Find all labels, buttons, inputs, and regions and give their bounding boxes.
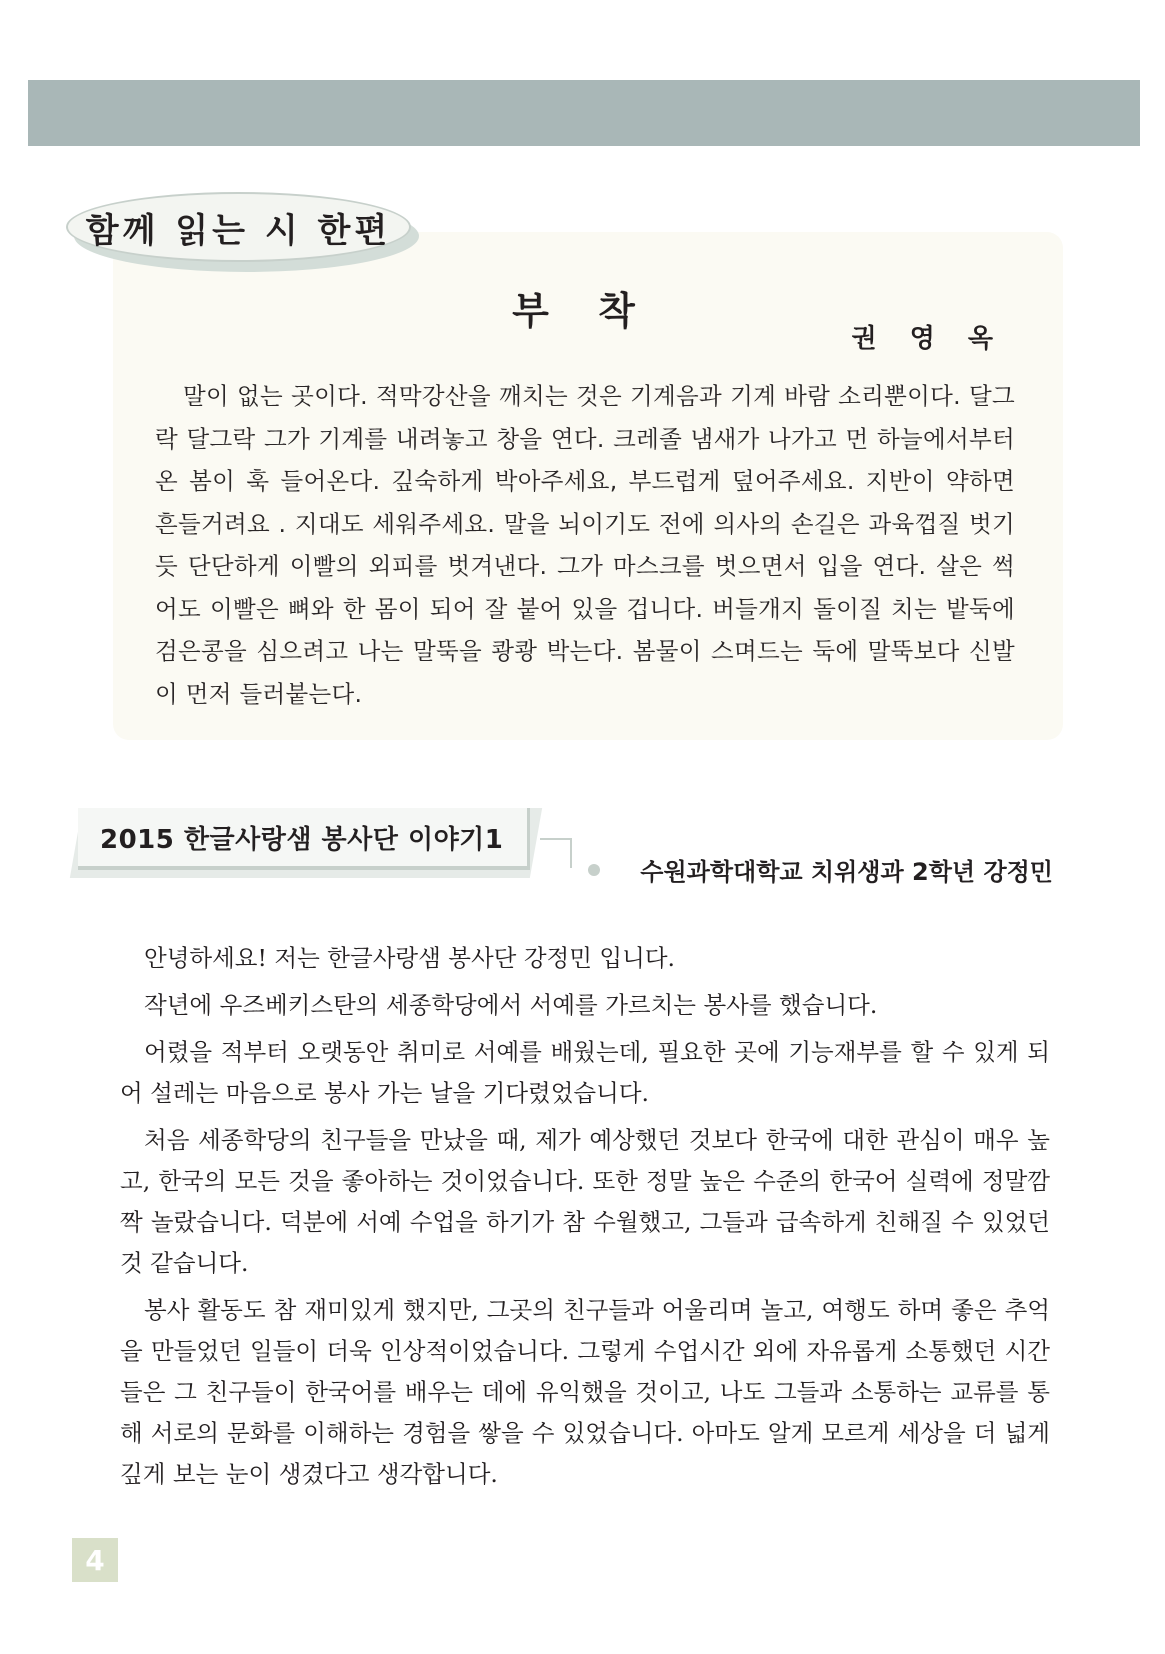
- poem-author: 권 영 옥: [851, 324, 1005, 354]
- tag-connector-line: [540, 838, 572, 868]
- story-section-tag: 2015 한글사랑샘 봉사단 이야기1: [78, 808, 530, 870]
- story-paragraph: 처음 세종학당의 친구들을 만났을 때, 제가 예상했던 것보다 한국에 대한 관심이 매우 높고, 한국의 모든 것을 좋아하는 것이었습니다. 또한 정말 높은 수준의 한국어 실력에 정말깜짝 놀랐습니다. 덕분에 서예 수업을 하기가 참 수월했고, 그들과 급속하게 친해질 수 있었던 것 같습니다.: [120, 1126, 1050, 1277]
- poem-section-tag: 함께 읽는 시 한편: [66, 192, 411, 262]
- story-body: [120, 938, 1050, 1501]
- story-byline: 수원과학대학교 치위생과 2학년 강정민: [640, 858, 1053, 886]
- poem-title: 부 착: [512, 289, 653, 333]
- story-paragraph: 안녕하세요! 저는 한글사랑샘 봉사단 강정민 입니다.: [144, 944, 675, 972]
- story-paragraph: 작년에 우즈베키스탄의 세종학당에서 서예를 가르치는 봉사를 했습니다.: [144, 991, 878, 1019]
- header-band: [28, 80, 1140, 146]
- story-paragraph: 어렸을 적부터 오랫동안 취미로 서예를 배웠는데, 필요한 곳에 기능재부를 할 수 있게 되어 설레는 마음으로 봉사 가는 날을 기다렸었습니다.: [120, 1038, 1050, 1107]
- page-number: 4: [72, 1538, 118, 1582]
- tag-connector-dot: [588, 864, 600, 876]
- poem-body: 말이 없는 곳이다. 적막강산을 깨치는 것은 기계음과 기계 바람 소리뿐이다. 달그락 달그락 그가 기계를 내려놓고 창을 연다. 크레졸 냄새가 나가고 먼 하늘에서부터 온 봄이 훅 들어온다. 깊숙하게 박아주세요, 부드럽게 덮어주세요. 지반이 약하면 흔들거려요 . 지대도 세워주세요. 말을 뇌이기도 전에 의사의 손길은 과육껍질 벗기듯 단단하게 이빨의 외피를 벗겨낸다. 그가 마스크를 벗으면서 입을 연다. 살은 썩어도 이빨은 뼈와 한 몸이 되어 잘 붙어 있을 겁니다. 버들개지 돌이질 치는 밭둑에 검은콩을 심으려고 나는 말뚝을 쾅쾅 박는다. 봄물이 스며드는 둑에 말뚝보다 신발이 먼저 들러붙는다.: [155, 382, 1015, 708]
- story-paragraph: 봉사 활동도 참 재미있게 했지만, 그곳의 친구들과 어울리며 놀고, 여행도 하며 좋은 추억을 만들었던 일들이 더욱 인상적이었습니다. 그렇게 수업시간 외에 자유롭게 소통했던 시간들은 그 친구들이 한국어를 배우는 데에 유익했을 것이고, 나도 그들과 소통하는 교류를 통해 서로의 문화를 이해하는 경험을 쌓을 수 있었습니다. 아마도 알게 모르게 세상을 더 넓게 깊게 보는 눈이 생겼다고 생각합니다.: [120, 1296, 1050, 1488]
